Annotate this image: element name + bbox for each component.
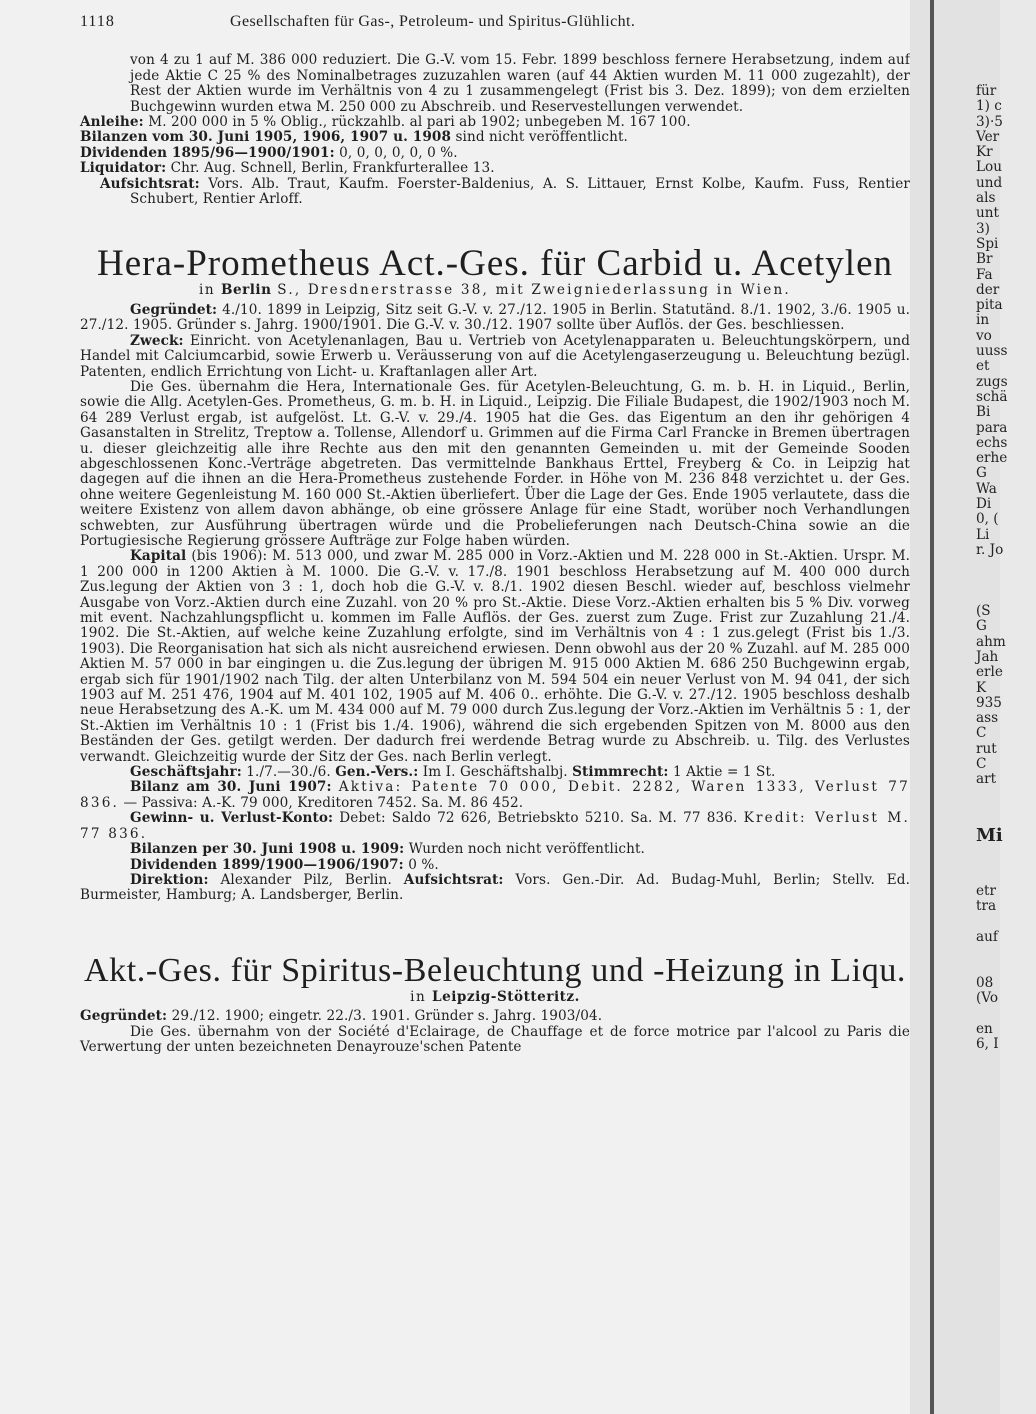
margin-fragment: erhe (976, 450, 1008, 467)
margin-fragment: Li (976, 526, 990, 543)
margin-fragment (976, 589, 1036, 604)
margin-fragment (976, 803, 1036, 818)
margin-fragment: und (976, 174, 1003, 191)
margin-fragment: 6, I (976, 1036, 999, 1053)
company2-intro: Die Ges. übernahm von der Société d'Eclairage, de Chauffage et de force motrice par l'alcool zu Paris die Verwertung der unten bezeichneten Denayrouze'schen Patente (80, 1023, 910, 1055)
margin-fragment: G (976, 465, 987, 482)
margin-fragment: ahm (976, 633, 1006, 650)
margin-fragment: rut (976, 740, 997, 757)
genvers-text: Im I. Geschäftshalbj. (422, 764, 568, 781)
location-city: Berlin (220, 282, 272, 299)
dividenden-hera-label: Dividenden 1899/1900—1906/1907: (130, 856, 404, 873)
company2-location-prefix: in (410, 988, 427, 1005)
margin-fragment: auf (976, 929, 998, 946)
aufsichtsrat-hera-label: Aufsichtsrat: (403, 871, 504, 888)
bilanz-label: Bilanz am 30. Juni 1907: (130, 779, 332, 796)
genvers-label: Gen.-Vers.: (335, 764, 419, 781)
margin-fragment: G (976, 618, 987, 635)
margin-fragment: (Vo (976, 990, 999, 1007)
company-title-spiritus: Akt.-Ges. für Spiritus-Beleuchtung und -Heizung in Liqu. (83, 951, 907, 989)
margin-fragment: C (976, 725, 987, 742)
margin-fragment: tra (976, 898, 997, 915)
dividenden-hera-entry (80, 858, 910, 873)
anleihe-entry (80, 115, 910, 130)
bilanz-passiva: — Passiva: A.-K. 79 000, Kreditoren 7452. Sa. M. 86 452. (123, 794, 524, 811)
anleihe-text: M. 200 000 in 5 % Oblig., rückzahlb. al pari ab 1902; unbegeben M. 167 100. (148, 114, 691, 131)
margin-fragment: der (976, 281, 1000, 298)
liquidator-entry (80, 161, 910, 176)
zweck-text: Einricht. von Acetylenanlagen, Bau u. Vertrieb von Acetylenapparaten u. Beleuchtungskörpern, und Handel mit Calciumcarbid, sowie Erwerb u. Veräusserung von auf die Acetylengaserzeugung u. Beleuchtung bezügl. Patenten, endlich Errichtung von Licht- u. Kraftanlagen aller Art. (80, 332, 910, 380)
margin-fragment (976, 961, 1036, 976)
margin-fragment (976, 558, 1036, 573)
margin-fragment (976, 915, 1036, 930)
margin-fragment: Mi (976, 825, 1003, 847)
margin-fragment (976, 945, 1036, 960)
zweck-entry (80, 334, 910, 380)
direktion-text: Alexander Pilz, Berlin. (220, 871, 392, 888)
guv-label: Gewinn- u. Verlust-Konto: (130, 810, 334, 827)
dividenden-label: Dividenden 1895/96—1900/1901: (80, 144, 335, 161)
gegruendet-entry (80, 303, 910, 334)
margin-fragment: 08 (976, 974, 994, 991)
margin-fragment (976, 869, 1036, 884)
margin-fragment: in (976, 312, 990, 329)
page-number: 1118 (80, 13, 115, 30)
kapital-label: Kapital (130, 548, 187, 565)
margin-fragment: para (976, 419, 1008, 436)
adjacent-page-margin (910, 0, 1008, 1414)
margin-fragment: Wa (976, 480, 997, 497)
margin-fragment: 3) (976, 220, 990, 237)
zweck-label: Zweck: (130, 332, 184, 349)
margin-fragment: unt (976, 205, 999, 222)
stimmrecht-text: 1 Aktie = 1 St. (672, 764, 776, 781)
bilanz-entry (80, 780, 910, 811)
kapital-text: (bis 1906): M. 513 000, und zwar M. 285 000 in Vorz.-Aktien und M. 228 000 in St.-Aktien. Urspr. M. 1 200 000 in 1200 Aktien à M. 1000. Die G.-V. v. 17./8. 1901 beschloss Herabsetzung auf M. 400 000 durch Zus.legung der Aktien von 3 : 1, doch hob die G.-V. v. 8./1. 1902 diesen Beschl. wieder auf, beschloss vielmehr Ausgabe von Vorz.-Aktien durch eine Zuzahl. von 20 % pro St.-Aktie. Diese Vorz.-Aktien erhalten bis 5 % Div. vorweg mit event. Nachzahlungspflicht u. kommen im Falle Auflös. der Ges. zuerst zum Zuge. Frist zur Zuzahlung 21./4. 1902. Die St.-Aktien, auf welche keine Zuzahlung erfolgte, sind im Verhältnis von 4 : 1 zus.gelegt (Frist bis 1./3. 1903). Die Reorganisation hat sich als nicht ausreichend erwiesen. Denn obwohl aus der 20 % Zuzahl. auf M. 285 000 Aktien M. 57 000 in bar eingingen u. die Zus.legung der übrigen M. 915 000 Aktien M. 686 250 Buchgewinn ergab, ergab sich für 1901/1902 nach Tilg. der alten Unterbilanz von M. 594 504 ein neuer Verlust von M. 94 041, der sich 1903 auf M. 251 476, 1904 auf M. 401 102, 1905 auf M. 406 0.. erhöhte. Die G.-V. v. 27./12. 1905 beschloss deshalb neue Herabsetzung des A.-K. um M. 434 000 auf M. 79 000 durch Zus.legung der Vorz.-Aktien im Verhältnis 5 : 1, der St.-Aktien im Verhältnis 10 : 1 (Frist bis 1./4. 1906), während die sich ergebenden Spitzen von M. 8000 aus den Beständen der Ges. getilgt werden. Der dadurch frei werdende Betrag wurde zu Abschreib. u. Tilg. des Verlustes verwandt. Gleichzeitig wurde der Sitz der Ges. nach Berlin verlegt. (80, 548, 911, 765)
liquidator-label: Liquidator: (80, 160, 167, 177)
margin-fragment: vo (976, 327, 992, 344)
margin-fragment: 1) c (976, 98, 1002, 115)
margin-fragment: Lou (976, 159, 1002, 176)
adjacent-page-fragments (976, 84, 1036, 1052)
history-paragraph: Die Ges. übernahm die Hera, Internationale Ges. für Acetylen-Beleuchtung, G. m. b. H. in Liquid., Berlin, sowie die Allg. Acetylen-Ges. Prometheus, G. m. b. H. in Liquid., Leipzig. Die Filiale Budapest, die 1902/1903 noch M. 64 289 Verlust ergab, ist aufgelöst. Lt. G.-V. v. 29./4. 1905 hat die Ges. das Eigentum an den ihr gehörigen 4 Gasanstalten in Strelitz, Treptow a. Tollense, Allendorf u. Grimmen auf die Firma Carl Francke in Bremen übertragen u. dieser gleichzeitig alle ihre Rechte aus den mit den genannten Gemeinden u. mit der Gemeinde Sooden abgeschlossenen Konc.-Verträge abgetreten. Das vermittelnde Bankhaus Erttel, Freyberg & Co. in Leipzig hat dagegen auf die ihnen an die Hera-Prometheus zustehende Forder. in Höhe von M. 236 848 verzichtet u. der Ges. ohne weitere Gegenleistung M. 160 000 St.-Aktien überliefert. Über die Lage der Ges. Ende 1905 verlautete, dass die weitere Existenz von allem davon abhänge, ob eine grössere Anlage für eine Stadt, worüber noch Verhandlungen schwebten, zur Ausführung übertragen würde und die Probelieferungen nach Deutsch-China sowie an die Portugiesische Regierung grössere Aufträge zur Folge haben würden. (80, 378, 910, 549)
margin-fragment: Ver (976, 128, 1000, 145)
company2-gegruendet-entry (80, 1009, 910, 1024)
bilanzen-1908-label: Bilanzen per 30. Juni 1908 u. 1909: (130, 841, 405, 858)
margin-fragment: Jah (976, 648, 999, 665)
continuation-text: von 4 zu 1 auf M. 386 000 reduziert. Die G.-V. vom 15. Febr. 1899 beschloss fernere Herabsetzung, indem auf jede Aktie C 25 % des Nominalbetrages zuzuzahlen waren (auf 44 Aktien wurden M. 11 000 zugezahlt), der Rest der Aktien wurde im Verhältnis von 4 zu 1 zusammengelegt (Frist bis 3. Dez. 1899); von dem erzielten Buchgewinn wurden etwa M. 250 000 zu Abschreib. und Reservestellungen verwendet. (130, 52, 910, 115)
margin-fragment: zugs (976, 373, 1008, 390)
margin-fragment: et (976, 358, 990, 375)
main-column (80, 14, 910, 1055)
dividenden-text: 0, 0, 0, 0, 0, 0 %. (339, 144, 458, 161)
kapital-entry (80, 549, 910, 765)
aufsichtsrat-hera-text: Vors. Gen.-Dir. Ad. Budag-Muhl, Berlin; Stellv. Ed. Burmeister, Hamburg; A. Landsberger, Berlin. (80, 871, 911, 904)
geschaeftsjahr-entry (80, 765, 910, 780)
margin-fragment (976, 574, 1036, 589)
margin-fragment: r. Jo (976, 541, 1004, 558)
guv-kredit: Kredit: Verlust M. 77 836. (80, 810, 910, 842)
location-address: S., Dresdnerstrasse 38, mit Zweigniederlassung in Wien. (277, 282, 791, 299)
margin-fragment: echs (976, 434, 1008, 451)
geschaeftsjahr-text: 1./7.—30./6. (246, 764, 331, 781)
anleihe-label: Anleihe: (80, 114, 144, 131)
stimmrecht-label: Stimmrecht: (572, 764, 669, 781)
continuation-paragraph (80, 53, 910, 115)
margin-fragment: 3)·5 (976, 113, 1003, 130)
dividenden-hera-text: 0 %. (408, 856, 439, 873)
bilanz-aktiva: Aktiva: Patente 70 000, Debit. 2282, Waren 1333, Verlust 77 836. (80, 779, 910, 811)
bilanzen-1908-entry (80, 842, 910, 857)
bilanzen-text: sind nicht veröffentlicht. (455, 129, 628, 146)
aufsichtsrat-entry (80, 177, 910, 208)
margin-fragment: etr (976, 883, 997, 900)
aufsichtsrat-label: Aufsichtsrat: (100, 175, 200, 192)
margin-fragment: Kr (976, 144, 993, 161)
margin-fragment: für (976, 83, 997, 99)
margin-fragment: 0, ( (976, 511, 999, 528)
margin-fragment: pita (976, 297, 1003, 314)
bilanzen-label: Bilanzen vom 30. Juni 1905, 1906, 1907 u. 1908 (80, 129, 452, 146)
bilanzen-entry (80, 130, 910, 145)
company-title-hera-prometheus: Hera-Prometheus Act.-Ges. für Carbid u. Acetylen (96, 243, 893, 285)
page-header (80, 14, 910, 29)
dividenden-entry (80, 146, 910, 161)
direktion-label: Direktion: (130, 871, 209, 888)
margin-fragment: uuss (976, 343, 1008, 360)
margin-fragment (976, 1007, 1036, 1022)
guv-debet: Debet: Saldo 72 626, Betriebskto 5210. Sa. M. 77 836. (339, 810, 738, 827)
margin-fragment: erle (976, 664, 1003, 681)
margin-fragment: K (976, 679, 987, 696)
company2-gegruendet-label: Gegründet: (80, 1008, 168, 1025)
company2-gegruendet-text: 29./12. 1900; eingetr. 22./3. 1901. Gründer s. Jahrg. 1903/04. (171, 1008, 603, 1025)
margin-fragment: (S (976, 603, 991, 620)
liquidator-text: Chr. Aug. Schnell, Berlin, Frankfurterallee 13. (170, 160, 495, 177)
margin-fragment: en (976, 1020, 993, 1037)
continuation-section (80, 53, 910, 207)
company2-location-city: Leipzig-Stötteritz. (432, 988, 580, 1005)
margin-fragment: art (976, 771, 997, 788)
margin-fragment (976, 788, 1036, 803)
margin-fragment: 935 (976, 694, 1002, 711)
gegruendet-text: 4./10. 1899 in Leipzig, Sitz seit G.-V. v. 27./12. 1905 in Berlin. Statutänd. 8./1. 1902, 3./6. 1905 u. 27./12. 1905. Gründer s. Jahrg. 1900/1901. Die G.-V. v. 30./12. 1907 sollte über Auflös. der Ges. beschliessen. (80, 301, 911, 334)
geschaeftsjahr-label: Geschäftsjahr: (130, 764, 242, 781)
margin-fragment: C (976, 756, 987, 773)
margin-fragment (976, 854, 1036, 869)
aufsichtsrat-text: Vors. Alb. Traut, Kaufm. Foerster-Baldenius, A. S. Littauer, Ernst Kolbe, Kaufm. Fuss, Rentier Schubert, Rentier Arloff. (130, 175, 911, 208)
margin-fragment: Spi (976, 235, 999, 252)
margin-fragment: als (976, 190, 996, 207)
page-gutter-rule (930, 0, 934, 1414)
guv-entry (80, 811, 910, 842)
direktion-entry (80, 873, 910, 904)
margin-fragment: Bi (976, 404, 991, 421)
margin-fragment: ass (976, 710, 999, 727)
company-location (80, 283, 910, 298)
location-prefix: in (199, 282, 216, 299)
company2-location (80, 990, 910, 1005)
gegruendet-label: Gegründet: (130, 301, 218, 318)
margin-fragment: Fa (976, 266, 993, 283)
running-title: Gesellschaften für Gas-, Petroleum- und Spiritus-Glühlicht. (230, 13, 636, 30)
margin-fragment: schä (976, 388, 1008, 405)
margin-fragment: Br (976, 251, 993, 268)
margin-fragment: Di (976, 496, 992, 513)
bilanzen-1908-text: Wurden noch nicht veröffentlicht. (408, 841, 645, 858)
